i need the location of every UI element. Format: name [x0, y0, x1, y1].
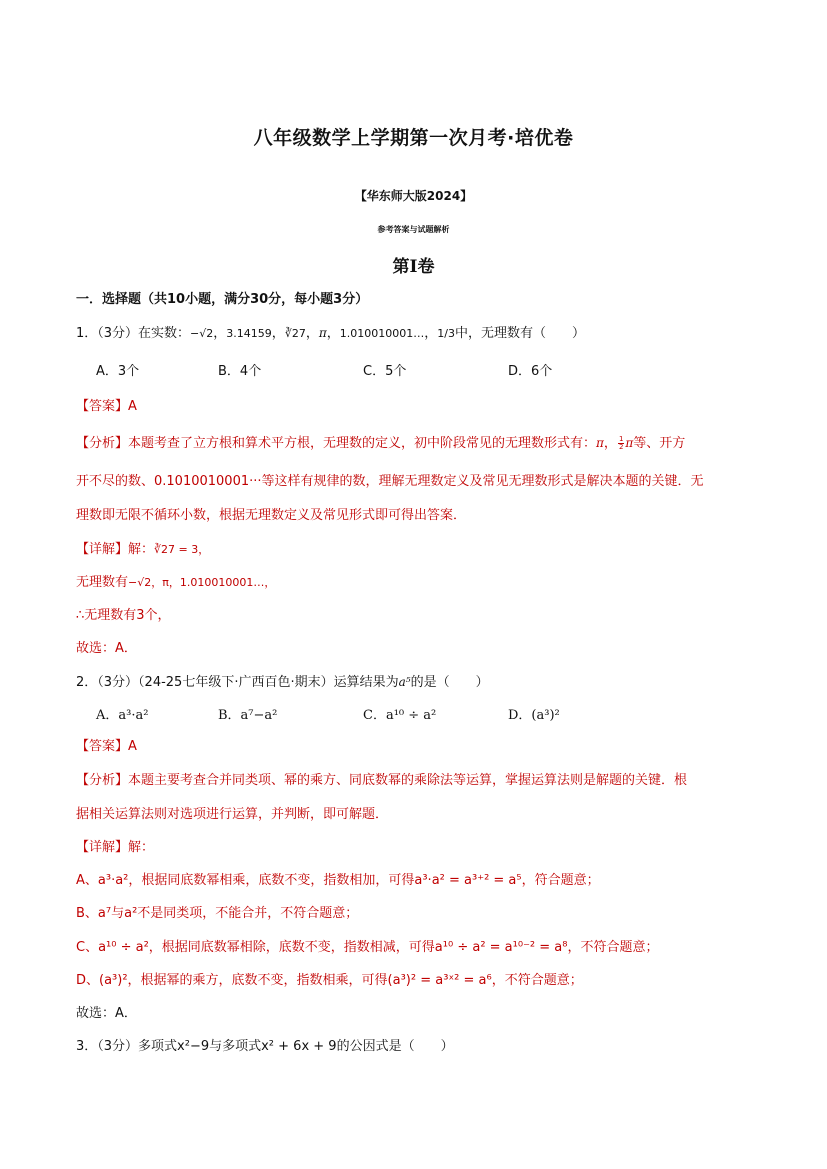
- q2-option-b: B．a⁷−a²: [218, 708, 278, 723]
- q1-option-c: C．5个: [363, 364, 407, 379]
- q1-answer: 【答案】A: [76, 399, 137, 414]
- q1-analysis-line-3: 理数即无限不循环小数，根据无理数定义及常见形式即可得出答案．: [76, 508, 467, 523]
- q2-choose: 故选：A．: [76, 1006, 137, 1021]
- q2-detail-option-d: D、(a³)²，根据幂的乘方，底数不变，指数相乘，可得(a³)² = a³ˣ² = a⁶，不符合题意；: [76, 973, 583, 988]
- q2-analysis-line-1: 【分析】本题主要考查合并同类项、幂的乘方、同底数幂的乘除法等运算，掌握运算法则是解题的关键．根: [76, 773, 688, 788]
- q1-option-d: D．6个: [508, 364, 553, 379]
- q2-analysis-line-2: 据相关运算法则对选项进行运算，并判断，即可解题．: [76, 807, 389, 822]
- q1-item-cbrt27: ∛27: [284, 327, 306, 340]
- question-2-stem: 2．（3分）（24-25七年级下·广西百色·期末）运算结果为a⁵的是（ ）: [76, 675, 489, 690]
- q1-option-b: B．4个: [218, 364, 262, 379]
- q2-detail-option-b: B、a⁷与a²不是同类项，不能合并，不符合题意；: [76, 906, 359, 921]
- q1-detail-line-2: 无理数有−√2，π，1.010010001…，: [76, 575, 276, 590]
- volume-heading: 第I卷: [392, 257, 435, 277]
- question-3-stem: 3．（3分）多项式x²−9与多项式x² + 6x + 9的公因式是（ ）: [76, 1039, 454, 1054]
- q1-choose: 故选：A．: [76, 641, 137, 656]
- q1-detail-line-3: ∴无理数有3个，: [76, 608, 171, 623]
- q1-analysis-line-2: 开不尽的数、0.1010010001···等这样有规律的数，理解无理数定义及常见无理数形式是解决本题的关键．无: [76, 474, 704, 489]
- q2-option-a: A．a³·a²: [96, 708, 149, 723]
- q1-detail-line-1: 【详解】解：∛27 = 3，: [76, 542, 210, 557]
- edition-label: 【华东师大版2024】: [354, 189, 473, 203]
- page-title: 八年级数学上学期第一次月考·培优卷: [253, 127, 574, 149]
- q2-option-c: C．a¹⁰ ÷ a²: [363, 708, 437, 723]
- q1-analysis-line-1: 【分析】本题考查了立方根和算术平方根，无理数的定义，初中阶段常见的无理数形式有：π， $\frac{1}{2}$ π等、开方: [76, 435, 686, 451]
- q2-detail-option-c: C、a¹⁰ ÷ a²，根据同底数幂相除，底数不变，指数相减，可得a¹⁰ ÷ a² = a¹⁰⁻² = a⁸，不符合题意；: [76, 940, 659, 955]
- q2-answer: 【答案】A: [76, 739, 137, 754]
- q2-detail-line-1: 【详解】解：: [76, 840, 155, 855]
- q2-option-d: D．(a³)²: [508, 708, 560, 723]
- question-1-stem: 1．（3分）在实数：−√2，3.14159，∛27，π，1.010010001…，1/3中，无理数有（ ）: [76, 326, 585, 341]
- q1-item-neg-sqrt2: −√2: [190, 327, 214, 340]
- q1-item-one-third: 1/3: [437, 327, 455, 340]
- q2-detail-option-a: A、a³·a²，根据同底数幂相乘，底数不变，指数相加，可得a³·a² = a³⁺² = a⁵，符合题意；: [76, 873, 600, 888]
- subtitle: 参考答案与试题解析: [377, 225, 450, 234]
- q1-option-a: A．3个: [96, 364, 140, 379]
- section-heading: 一．选择题（共10小题，满分30分，每小题3分）: [76, 292, 369, 307]
